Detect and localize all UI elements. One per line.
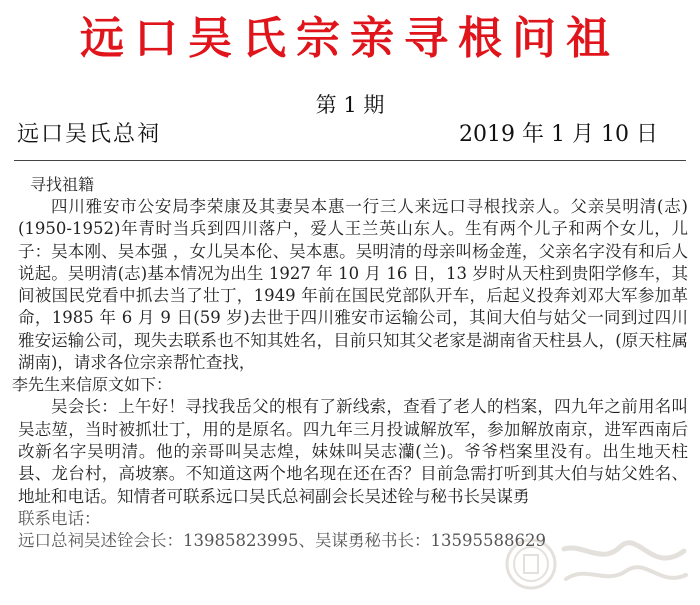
document-title: 远口吴氏宗亲寻根问祖 [80,13,620,64]
letter-paragraph: 吴会长：上午好！寻找我岳父的根有了新线索，查看了老人的档案，四九年之前用名叫吴志堃，当时被抓壮丁，用的是原名。四九年三月投诚解放军，参加解放南京，进军西南后改新名字吴明清。他的亲哥叫吴志煌，妹妹叫吴志灡(兰)。爷爷档案里没有。出生地天柱县、龙台村，高坡寨。不知道这两个地名现在还在否？目前急需打听到其大伯与姑父姓名、地址和电话。知情者可联系远口吴氏总祠副会长吴述铨与秘书长吴谋勇 [18,397,688,506]
article-body [12,174,688,552]
publish-date: 2019 年 1 月 10 日 [459,122,658,147]
letter-heading: 李先生来信原文如下： [12,375,173,395]
section-heading: 寻找祖籍 [30,175,95,194]
intro-paragraph: 四川雅安市公安局李荣康及其妻吴本惠一行三人来远口寻根找亲人。父亲吴明清(志)(1950-1952)年青时当兵到四川落户，爱人王兰英山东人。生有两个儿子和两个女儿，儿子：吴本刚、吴本强 ，女儿吴本伦、吴本惠。吴明清的母亲叫杨金莲，父亲名字没有和后人说起。吴明清(志)基本情况为出生 1927 年 10 月 16 日，13 岁时从天柱到贵阳学修车，其间被国民党看中抓去当了壮丁，1949 年前在国民党部队开车，后起义投奔刘邓大军参加革命，1985 年 6 月 9 日(59 岁)去世于四川雅安市运输公司，其间大伯与姑父一同到过四川雅安运输公司，现失去联系也不知其姓名，目前只知其父老家是湖南省天柱县人，(原天柱属湖南)，请求各位宗亲帮忙查找， [18,197,688,373]
contact-label: 联系电话： [18,508,101,528]
header-divider [14,160,686,161]
watermark-seal-icon [502,535,692,593]
publisher-name: 远口吴氏总祠 [17,122,162,147]
contact-phones: 远口总祠吴述铨会长：13985823995、吴谋勇秘书长：13595588629 [18,531,546,551]
issue-number: 第 1 期 [315,93,385,117]
